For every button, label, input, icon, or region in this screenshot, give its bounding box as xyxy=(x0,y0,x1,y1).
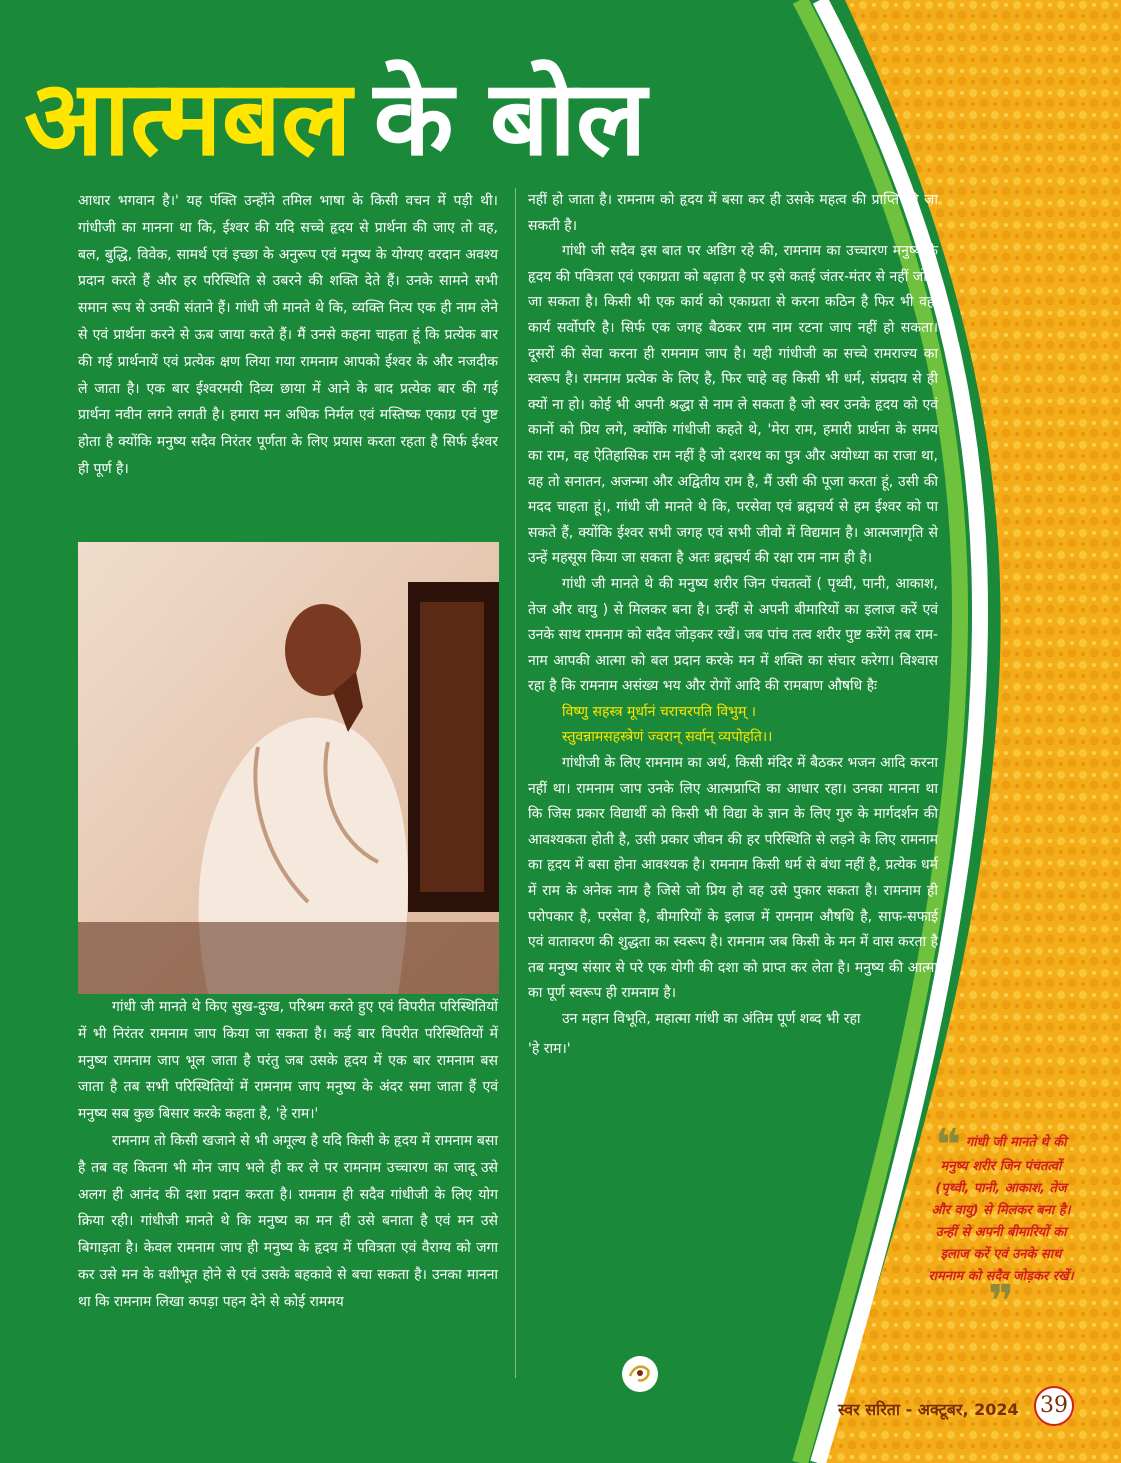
page-number: 39 xyxy=(1034,1386,1074,1426)
left-paragraph-3: रामनाम तो किसी खजाने से भी अमूल्य है यदि किसी के हृदय में रामनाम बसा है तब वह कितना भी मोन जाप भले ही कर ले पर रामनाम उच्चारण का जादू उसे अलग ही आनंद की दशा प्रदान करता है। रामनाम ही सदैव गांधीजी के लिए योग क्रिया रही। गांधीजी मानते थे कि मनुष्य का मन ही उसे बनाता है एवं मन उसे बिगाड़ता है। केवल रामनाम जाप ही मनुष्य के हृदय में पवित्रता एवं वैराग्य को जगा कर उसे मन के वशीभूत होने से एवं उसके बहकावे से बचा सकता है। उनका मानना था कि रामनाम लिखा कपड़ा पहन देने से कोई राममय xyxy=(78,1132,498,1310)
page-title xyxy=(24,58,647,178)
left-column-top xyxy=(78,188,498,483)
right-closing-line: 'हे राम।' xyxy=(528,1040,571,1057)
column-divider xyxy=(515,188,516,1378)
gandhi-signature-logo xyxy=(620,1354,660,1394)
right-paragraph-3: गांधी जी मानते थे की मनुष्य शरीर जिन पंचतत्वों ( पृथ्वी, पानी, आकाश, तेज और वायु ) से मिलकर बना है। उन्हीं से अपनी बीमारियों का इलाज करें एवं उनके साथ रामनाम को सदैव जोड़कर रखें। जब पांच तत्व शरीर पुष्ट करेंगे तब राम-नाम आपकी आत्मा को बल प्रदान करके मन में शक्ति का संचार करेगा। विश्वास रहा है कि रामनाम असंख्य भय और रोगों आदि की रामबाण औषधि हैः xyxy=(528,575,938,695)
sanskrit-verse-line-1: विष्णु सहस्त्र मूर्धानं चराचरपति विभुम् । xyxy=(562,703,757,720)
pull-quote-text: गांधी जी मानते थे की मनुष्य शरीर जिन पंचतत्वों (पृथ्वी, पानी, आकाश, तेज और वायु) से मिलकर बना है। उन्हीं से अपनी बीमारियों का इलाज करें एवं उनके साथ रामनाम को सदैव जोड़कर रखें। xyxy=(928,1135,1074,1284)
right-paragraph-1: नहीं हो जाता है। रामनाम को हृदय में बसा कर ही उसके महत्व की प्राप्ति की जा सकती है। xyxy=(528,192,938,234)
photo-illustration xyxy=(78,542,499,994)
page-footer xyxy=(838,1386,1074,1426)
magazine-issue-label: स्वर सरिता - अक्टूबर, 2024 xyxy=(838,1400,1019,1419)
sanskrit-verse-line-2: स्तुवन्नामसहस्त्रेणं ज्वरान् सर्वान् व्यपोहति।। xyxy=(562,729,773,746)
quote-open-mark: ❝ xyxy=(935,1120,962,1171)
title-part-1: आत्मबल xyxy=(24,57,352,179)
right-paragraph-2: गांधी जी सदैव इस बात पर अडिग रहे की, रामनाम का उच्चारण मनुष्य के हृदय की पवित्रता एवं एकाग्रता को बढ़ाता है पर इसे कतई जंतर-मंतर से नहीं जोड़ा जा सकता है। किसी भी एक कार्य को एकाग्रता से करना कठिन है फिर भी वहीं कार्य सर्वोपरि है। सिर्फ एक जगह बैठकर राम नाम रटना जाप नहीं हो सकता। दूसरों की सेवा करना ही रामनाम जाप है। यही गांधीजी का सच्चे रामराज्य का स्वरूप है। रामनाम प्रत्येक के लिए है, फिर चाहे वह किसी भी धर्म, संप्रदाय से ही क्यों ना हो। कोई भी अपनी श्रद्धा से नाम ले सकता है जो स्वर उनके हृदय को एवं कानों को प्रिय लगे, क्योंकि गांधीजी कहते थे, 'मेरा राम, हमारी प्रार्थना के समय का राम, वह ऐतिहासिक राम नहीं है जो दशरथ का पुत्र और अयोध्या का राजा था, वह तो सनातन, अजन्मा और अद्वितीय राम है, मैं उसी की पूजा करता हूं, उसी की मदद चाहता हूं।, गांधी जी मानते थे कि, परसेवा एवं ब्रह्मचर्य से हम ईश्वर को पा सकते हैं, क्योंकि ईश्वर सभी जगह एवं सभी जीवो में विद्यमान है। आत्मजागृति से उन्हें महसूस किया जा सकता है अतः ब्रह्मचर्य की रक्षा राम नाम ही है। xyxy=(528,243,938,567)
quote-close-mark: ❞ xyxy=(988,1276,1014,1327)
left-column-bottom xyxy=(78,994,498,1316)
title-part-2: के बोल xyxy=(373,57,647,179)
right-paragraph-5: उन महान विभूति, महात्मा गांधी का अंतिम पूर्ण शब्द भी रहा xyxy=(562,1011,861,1027)
pull-quote xyxy=(928,1120,1074,1327)
left-paragraph-2: गांधी जी मानते थे किए सुख-दुःख, परिश्रम करते हुए एवं विपरीत परिस्थितियों में भी निरंतर रामनाम जाप किया जा सकता है। कई बार विपरीत परिस्थितियों में मनुष्य रामनाम जाप भूल जाता है परंतु जब उसके हृदय में एक बार रामनाम बस जाता है तब सभी परिस्थितियों में रामनाम जाप मनुष्य के अंदर समा जाता हैं एवं मनुष्य सब कुछ बिसार करके कहता है, 'हे राम।' xyxy=(78,999,498,1123)
right-column xyxy=(528,188,938,1062)
right-paragraph-4: गांधीजी के लिए रामनाम का अर्थ, किसी मंदिर में बैठकर भजन आदि करना नहीं था। रामनाम जाप उनके लिए आत्मप्राप्ति का आधार रहा। उनका मानना था कि जिस प्रकार विद्यार्थी को किसी भी विद्या के ज्ञान के लिए गुरु के मार्गदर्शन की आवश्यकता होती है, उसी प्रकार जीवन की हर परिस्थिति से लड़ने के लिए रामनाम का हृदय में बसा होना आवश्यक है। रामनाम किसी धर्म से बंधा नहीं है, प्रत्येक धर्म में राम के अनेक नाम है जिसे जो प्रिय हो वह उसे पुकार सकता है। रामनाम ही परोपकार है, परसेवा है, बीमारियों के इलाज में रामनाम औषधि है, साफ-सफाई एवं वातावरण की शुद्धता का स्वरूप है। रामनाम जब किसी के मन में वास करता है तब मनुष्य संसार से परे एक योगी की दशा को प्राप्त कर लेता है। मनुष्य की आत्मा का पूर्ण स्वरूप ही रामनाम है। xyxy=(528,755,938,1002)
gandhi-photo xyxy=(78,542,499,994)
left-paragraph-1: आधार भगवान है।' यह पंक्ति उन्होंने तमिल भाषा के किसी वचन में पड़ी थी। गांधीजी का मानना था कि, ईश्वर की यदि सच्चे हृदय से प्रार्थना की जाए तो वह, बल, बुद्धि, विवेक, सामर्थ एवं इच्छा के अनुरूप एवं मनुष्य के योग्यए वरदान अवश्य प्रदान करते हैं और हर परिस्थिति से उबरने की शक्ति देते हैं। उनके सामने सभी समान रूप से उनकी संताने हैं। गांधी जी मानते थे कि, व्यक्ति नित्य एक ही नाम लेने से एवं प्रार्थना करने से ऊब जाया करते हैं। मैं उनसे कहना चाहता हूं कि प्रत्येक बार की गई प्रार्थनायें एवं प्रत्येक क्षण लिया गया रामनाम आपको ईश्वर के और नजदीक ले जाता है। एक बार ईश्वरमयी दिव्य छाया में आने के बाद प्रत्येक बार की गई प्रार्थना नवीन लगने लगती है। हमारा मन अधिक निर्मल एवं मस्तिष्क एकाग्र एवं पुष्ट होता है क्योंकि मनुष्य सदैव निरंतर पूर्णता के लिए प्रयास करता रहता है सिर्फ ईश्वर ही पूर्ण है। xyxy=(78,193,498,477)
